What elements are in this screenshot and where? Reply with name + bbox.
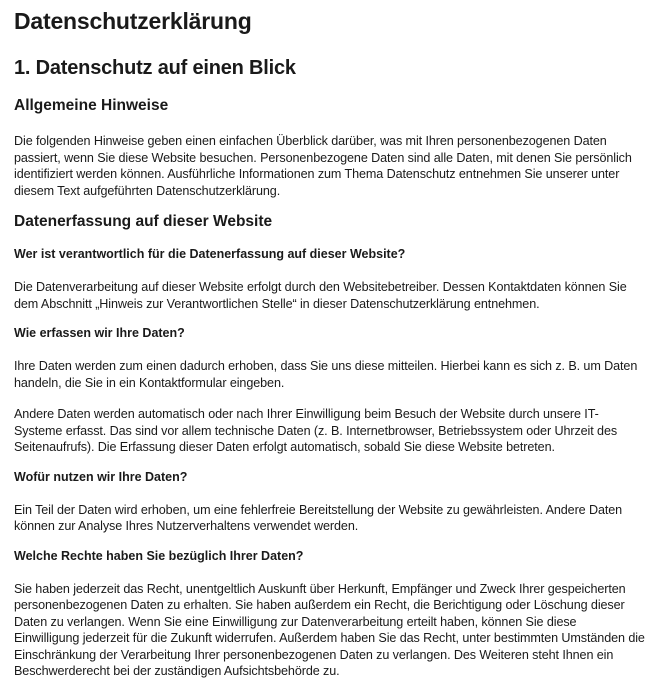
section-heading-overview: 1. Datenschutz auf einen Blick bbox=[14, 57, 296, 79]
question-usage: Wofür nutzen wir Ihre Daten? bbox=[14, 469, 188, 484]
question-rights: Welche Rechte haben Sie bezüglich Ihrer Daten? bbox=[14, 548, 304, 563]
subheading-general-notes: Allgemeine Hinweise bbox=[14, 97, 169, 114]
question-responsible: Wer ist verantwortlich für die Datenerfassung auf dieser Website? bbox=[14, 247, 406, 261]
answer-usage: Ein Teil der Daten wird erhoben, um eine fehlerfreie Bereitstellung der Website zu gewährleisten. Andere Daten können zur Analyse Ihres Nutzerverhaltens verwendet werden. bbox=[14, 502, 623, 533]
general-notes-text: Die folgenden Hinweise geben einen einfachen Überblick darüber, was mit Ihren personenbezogenen Daten passiert, wenn Sie diese Website besuchen. Personenbezogene Daten sind alle Daten, mit denen Sie persönlich identifiziert werden können. Ausführliche Informationen zum Thema Datenschutz entnehmen Sie unserer unter diesem Text aufgeführten Datenschutzerklärung. bbox=[14, 134, 632, 198]
answer-rights: Sie haben jederzeit das Recht, unentgeltlich Auskunft über Herkunft, Empfänger und Zweck Ihrer gespeicherten personenbezogenen Daten zu erhalten. Sie haben außerdem ein Recht, die Berichtigung oder Löschung dieser Daten zu verlangen. Wenn Sie eine Einwilligung zur Datenverarbeitung erteilt haben, können Sie diese Einwilligung jederzeit für die Zukunft widerrufen. Außerdem haben Sie das Recht, unter bestimmten Umständen die Einschränkung der Verarbeitung Ihrer personenbezogenen Daten zu verlangen. Des Weiteren steht Ihnen ein Beschwerderecht bei der zuständigen Aufsichtsbehörde zu. bbox=[14, 581, 645, 678]
answer-how-collected-2: Andere Daten werden automatisch oder nach Ihrer Einwilligung beim Besuch der Website durch unsere IT-Systeme erfasst. Das sind vor allem technische Daten (z. B. Internetbrowser, Betriebssystem oder Uhrzeit des Seitenaufrufs). Die Erfassung dieser Daten erfolgt automatisch, sobald Sie diese Website betreten. bbox=[14, 407, 618, 454]
answer-how-collected-1: Ihre Daten werden zum einen dadurch erhoben, dass Sie uns diese mitteilen. Hierbei kann es sich z. B. um Daten handeln, die Sie in ein Kontaktformular eingeben. bbox=[14, 359, 638, 390]
question-how-collected: Wie erfassen wir Ihre Daten? bbox=[14, 326, 185, 340]
subheading-data-collection: Datenerfassung auf dieser Website bbox=[14, 213, 273, 230]
answer-responsible: Die Datenverarbeitung auf dieser Website erfolgt durch den Websitebetreiber. Dessen Kontaktdaten können Sie dem Abschnitt „Hinweis zur Verantwortlichen Stelle“ in dieser Datenschutzerklärung entnehmen. bbox=[14, 280, 627, 311]
page-title: Datenschutzerklärung bbox=[14, 8, 252, 34]
